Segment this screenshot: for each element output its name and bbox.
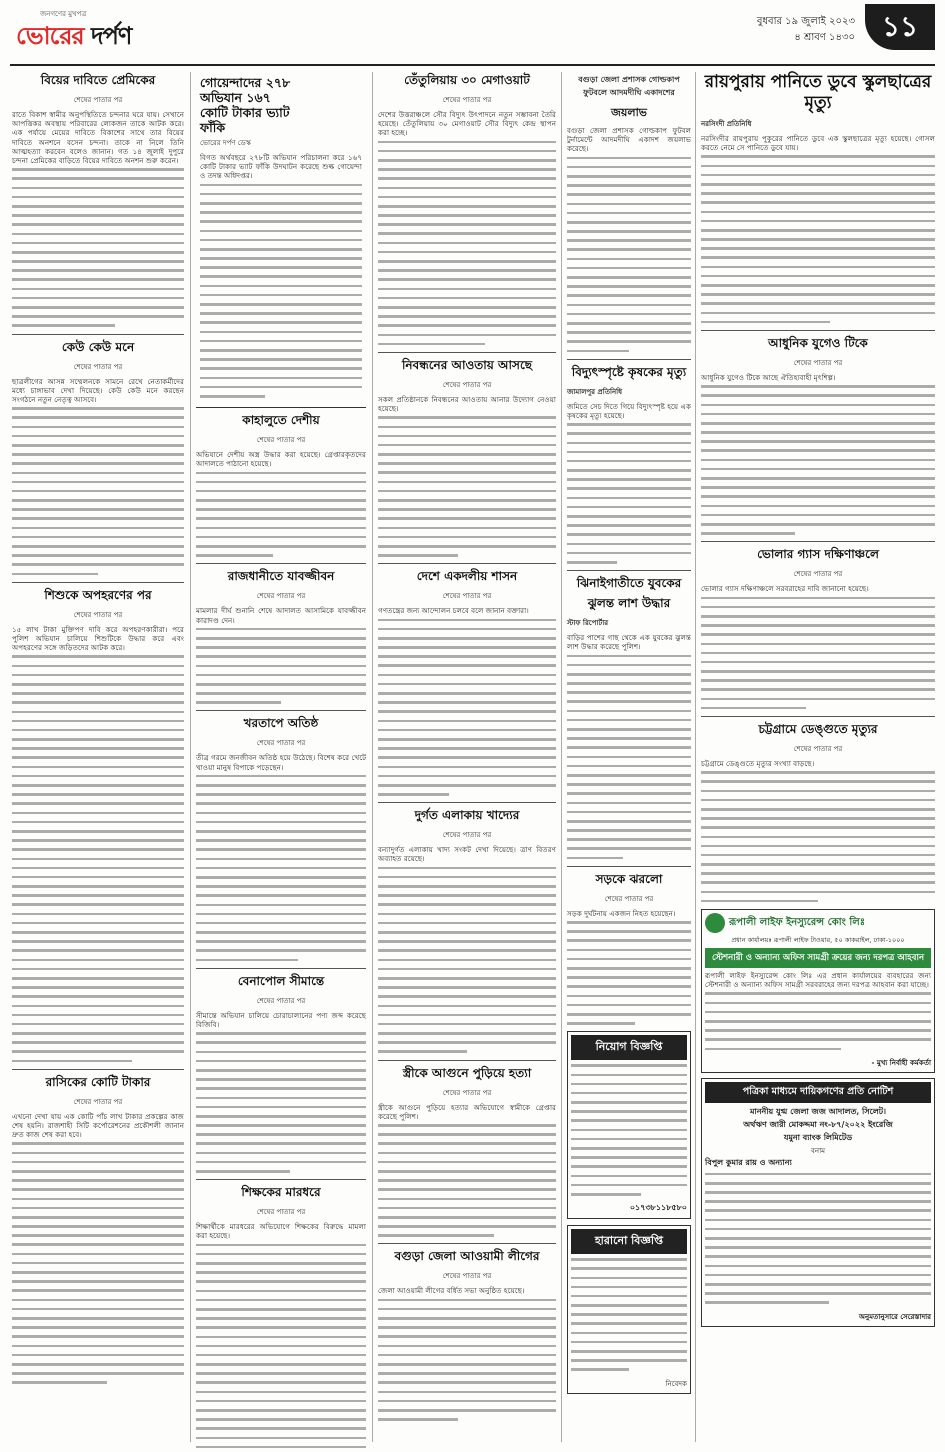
lost-notice-ad[interactable] <box>567 1225 691 1393</box>
article-body: সড়ক দুর্ঘটনায় একজন নিহত হয়েছেন। <box>567 908 676 918</box>
article-body: বাড়ির পাশের গাছ থেকে এক যুবকের ঝুলন্ত লাশ উদ্ধার করেছে পুলিশ। <box>567 633 691 652</box>
article-text-lines <box>196 1244 366 1452</box>
notice-title: পত্রিকা মাধ্যমে দায়িকগণের প্রতি নোটিশ <box>705 1082 931 1103</box>
article-text-lines <box>701 385 935 535</box>
continuation-note: শেষের পাতার পর <box>256 739 306 748</box>
continuation-note: শেষের পাতার পর <box>442 380 492 389</box>
divider <box>701 541 935 542</box>
divider <box>196 563 366 564</box>
lead-headline[interactable]: রায়পুরায় পানিতে ডুবে স্কুলছাত্রের মৃত্যু <box>704 72 932 113</box>
article-body: গণতন্ত্রের জন্য আন্দোলন চলবে বলে জানান বক্তারা। <box>378 606 529 616</box>
plaintiff: যমুনা ব্যাংক লিমিটেড <box>783 1131 853 1142</box>
article-text-lines <box>378 1124 556 1237</box>
article-text-lines <box>12 407 184 575</box>
divider <box>567 570 691 571</box>
masthead <box>10 6 935 66</box>
brand-tagline: জনগণের মুখপত্র <box>40 10 87 18</box>
headline[interactable]: ভোলার গ্যাস দক্ষিণাঞ্চলে <box>757 547 879 562</box>
headline[interactable]: নিবন্ধনের আওতায় আসছে <box>401 357 533 372</box>
article-body: স্ত্রীকে আগুনে পুড়িয়ে হত্যার অভিযোগে স্বামীকে গ্রেপ্তার করেছে পুলিশ। <box>378 1102 556 1121</box>
continuation-note: শেষের পাতার পর <box>442 831 492 840</box>
column-1 <box>12 72 184 1390</box>
byline: স্টাফ রিপোর্টার <box>567 618 609 628</box>
divider <box>196 1179 366 1180</box>
tender-banner: স্টেশনারী ও অন্যান্য অফিস সামগ্রী ক্রয়ের জন্য দরপত্র আহবান <box>705 948 931 968</box>
column-rule <box>561 72 562 1442</box>
article-text-lines <box>567 921 691 1025</box>
byline: ভোরের দর্পণ ডেস্ক <box>200 139 251 147</box>
article-text-lines <box>378 416 556 556</box>
article-text-lines <box>701 771 935 902</box>
continuation-note: শেষের পাতার পর <box>442 1088 492 1097</box>
headline[interactable]: সড়কে ঝরলো <box>595 871 663 886</box>
column-rule <box>695 72 696 1442</box>
article-body: এখনো দেখা যায় এক কোটি পাঁচ লাখ টাকার প্রকল্পের কাজ শেষ হয়নি। রাজশাহী সিটি কর্পোরেশনের প্রকৌশলী জানান দ্রুত কাজ শেষ করা হবে। <box>12 1111 184 1140</box>
recruitment-ad[interactable] <box>567 1031 691 1219</box>
article-body: বিগত অর্থবছরে ২৭৮টি অভিযান পরিচালনা করে ১৬৭ কোটি টাকার ভ্যাট ফাঁকি উদঘাটন করেছে শুল্ক গোয়েন্দা ও তদন্ত অধিদপ্তর। <box>200 153 362 181</box>
column-rule <box>190 72 191 1442</box>
continuation-note: শেষের পাতার পর <box>73 1097 123 1106</box>
headline[interactable]: দেশে একদলীয় শাসন <box>416 569 518 584</box>
continuation-note: শেষের পাতার পর <box>256 592 306 601</box>
article-text-lines <box>196 472 366 557</box>
article-text-lines <box>12 655 184 1062</box>
ad-title: নিয়োগ বিজ্ঞপ্তি <box>571 1035 687 1060</box>
column-5 <box>701 72 935 1327</box>
headline[interactable]: রাসিকের কোটি টাকার <box>45 1074 151 1089</box>
article-body: সীমান্তে অভিযান চালিয়ে চোরাচালানের পণ্য জব্দ করেছে বিজিবি। <box>196 1010 366 1030</box>
article-body: ছাত্রলীগের আসন্ন সম্মেলনকে সামনে রেখে নেতাকর্মীদের মধ্যে চাঙ্গাভাব দেখা দিয়েছে। কেউ কেউ মনে করছেন সংগঠনে নতুন নেতৃত্ব আসবে। <box>12 376 184 404</box>
article-body: অভিযানে দেশীয় অস্ত্র উদ্ধার করা হয়েছে। গ্রেপ্তারকৃতদের আদালতে পাঠানো হয়েছে। <box>196 450 366 469</box>
continuation-note: শেষের পাতার পর <box>604 894 654 903</box>
article-text-lines <box>567 157 691 353</box>
byline: জামালপুর প্রতিনিধি <box>567 386 623 396</box>
continuation-note: শেষের পাতার পর <box>256 436 306 445</box>
company-name: রূপালী লাইফ ইনস্যুরেন্স কোং লিঃ <box>729 916 866 928</box>
article-text-lines <box>701 597 935 710</box>
divider <box>701 330 935 331</box>
case-number: অর্থঋণ জারী মোকদ্দমা নং-৮৭/২০২২ ইংরেজি <box>743 1118 893 1129</box>
continuation-note: শেষের পাতার পর <box>793 570 843 579</box>
continuation-note: শেষের পাতার পর <box>442 96 492 104</box>
headline[interactable]: কাহালুতে দেশীয় <box>242 413 320 428</box>
ad-header <box>705 913 931 933</box>
divider <box>196 710 366 711</box>
article-body: ভোলার গ্যাস দক্ষিণাঞ্চলে সরবরাহের দাবি জানানো হয়েছে। <box>701 584 869 594</box>
ad-text-lines <box>571 1258 687 1371</box>
brand-name-second: দর্পণ <box>83 22 132 50</box>
column-rule <box>372 72 373 1442</box>
continuation-note: শেষের পাতার পর <box>73 362 123 371</box>
article-body: তীব্র গরমে জনজীবন অতিষ্ঠ হয়ে উঠেছে। বিশেষ করে খেটে খাওয়া মানুষ বিপাকে পড়েছেন। <box>196 753 366 772</box>
article-body: শিক্ষার্থীকে মারধরের অভিযোগে শিক্ষকের বিরুদ্ধে মামলা করা হয়েছে। <box>196 1222 366 1241</box>
divider <box>378 1243 556 1244</box>
headline[interactable]: জয়লাভ <box>611 106 647 119</box>
company-logo-icon <box>705 913 725 933</box>
notice-footer: অনুমতানুসারে সেরেস্তাদার <box>858 1311 931 1321</box>
headline[interactable]: বিয়ের দাবিতে প্রেমিকের <box>40 73 156 87</box>
continuation-note: শেষের পাতার পর <box>73 610 123 619</box>
court-name: মাননীয় যুগ্ম জেলা জজ আদালত, সিলেট। <box>749 1105 887 1116</box>
continuation-note: শেষের পাতার পর <box>793 358 843 367</box>
headline[interactable]: শিক্ষকের মারধরে <box>241 1185 321 1200</box>
divider <box>378 1060 556 1061</box>
tender-ad[interactable] <box>701 909 935 1073</box>
ad-signature: - মুখ্য নির্বাহী কর্মকর্তা <box>871 1057 931 1067</box>
ad-phone: ০১৭৩৮১১৮৫৮০ <box>629 1202 687 1213</box>
notice-text-lines <box>705 1173 931 1304</box>
kicker: বগুড়া জেলা প্রশাসক গোল্ডকাপ ফুটবলে আদমদীঘি একাদশের <box>578 74 680 97</box>
divider <box>567 866 691 867</box>
brand-name-first: ভোরের <box>16 22 84 50</box>
headline[interactable]: দুর্গত এলাকায় খাদ্যের <box>414 808 520 823</box>
versus-label: বনাম <box>811 1146 825 1155</box>
brand-name <box>16 18 131 58</box>
headline[interactable]: চট্টগ্রামে ডেঙ্গুতে মৃত্যুর <box>758 722 878 736</box>
article-body: রাতে বিকাশ স্বামীর অনুপস্থিতিতে চন্দনার ঘরে যায়। সেখানে আপত্তিকর অবস্থায় পরিবারের লোকজন তাকে আটক করে। এক পর্যায়ে মেয়ের দাবিতে বিকাশের সাথে তার বিয়ের দাবিতে অনশনে বসেন চন্দনা। তাকে না নিলে তিনি আত্মহত্যা করবেন বলেও জানান। গত ১৪ জুলাই দুপুরে চন্দনা প্রেমিকের বাড়িতে বিয়ের দাবিতে অনশন শুরু করেন। <box>12 110 184 166</box>
headline[interactable]: ঝিনাইগাতীতে যুবকের ঝুলন্ত লাশ উদ্ধার <box>576 576 682 611</box>
column-2 <box>196 72 366 1452</box>
article-body: বগুড়া জেলা প্রশাসক গোল্ডকাপ ফুটবল টুর্নামেন্টে আদমদীঘি একাদশ জয়লাভ করেছে। <box>567 126 691 154</box>
continuation-note: শেষের পাতার পর <box>256 1208 306 1217</box>
article-body: জমিতে সেচ দিতে গিয়ে বিদ্যুৎস্পৃষ্ট হয়ে এক কৃষকের মৃত্যু হয়েছে। <box>567 401 691 420</box>
article-body: চট্টগ্রামে ডেঙ্গুতে মৃত্যুর সংখ্যা বাড়ছে। <box>701 759 815 768</box>
company-address: প্রধান কার্যালয়ঃ রূপালী লাইফ টাওয়ার, ৫০ কাকরাইল, ঢাকা-১০০০ <box>731 936 905 945</box>
article-body: বন্যাদুর্গত এলাকায় খাদ্য সংকট দেখা দিয়েছে। ত্রাণ বিতরণ অব্যাহত রয়েছে। <box>378 845 556 864</box>
byline: নরসিংদী প্রতিনিধি <box>701 119 752 128</box>
divider <box>701 716 935 717</box>
article-body: ১৫ লাখ টাকা মুক্তিপণ দাবি করে অপহরণকারীরা। পরে পুলিশ অভিযান চালিয়ে শিশুটিকে উদ্ধার করে এবং অপহরণের সঙ্গে জড়িতদের আটক করে। <box>12 624 184 653</box>
divider <box>378 352 556 353</box>
column-3 <box>378 72 556 1427</box>
divider <box>12 334 184 335</box>
article-text-lines <box>196 775 366 961</box>
divider <box>378 802 556 803</box>
headline[interactable]: রাজধানীতে যাবজ্জীবন <box>227 569 335 584</box>
article-body: জেলা আওয়ামী লীগের বর্ধিত সভা অনুষ্ঠিত হয়েছে। <box>378 1286 525 1296</box>
headline[interactable]: বগুড়া জেলা আওয়ামী লীগের <box>394 1249 540 1264</box>
article-text-lines <box>378 867 556 1053</box>
divider <box>378 563 556 564</box>
divider <box>12 582 184 583</box>
headline[interactable]: গোয়েন্দাদের ২৭৮ অভিযান ১৬৭ কোটি টাকার ভ্যাট ফাঁকি <box>200 75 291 135</box>
date-gregorian: বুধবার ১৯ জুলাই ২০২৩ <box>756 16 855 27</box>
article-body: সকল প্রতিষ্ঠানকে নিবন্ধনের আওতায় আনার উদ্যোগ নেওয়া হয়েছে। <box>378 394 556 414</box>
article-body: দেশের উত্তরাঞ্চলে সৌর বিদ্যুৎ উৎপাদনে নতুন সম্ভাবনা তৈরি হয়েছে। তেঁতুলিয়ায় ৩০ মেগাওয়াট সৌর বিদ্যুৎ কেন্দ্র স্থাপন করা হচ্ছে। <box>378 110 556 138</box>
article-text-lines <box>12 168 184 327</box>
article-text-lines <box>567 655 691 860</box>
headline[interactable]: শিশুকে অপহরণের পর <box>44 587 152 602</box>
article-text-lines <box>196 628 366 704</box>
article-body: নরসিংদীর রায়পুরায় পুকুরের পানিতে ডুবে এক স্কুলছাত্রের মৃত্যু হয়েছে। গোসল করতে নেমে সে পানিতে ডুবে যায়। <box>701 134 935 153</box>
continuation-note: শেষের পাতার পর <box>442 1272 492 1281</box>
date-bengali: ৪ শ্রাবণ ১৪৩০ <box>794 32 855 43</box>
headline[interactable]: তেঁতুলিয়ায় ৩০ মেগাওয়াট <box>404 73 530 87</box>
headline[interactable]: স্ত্রীকে আগুনে পুড়িয়ে হত্যা <box>402 1065 532 1080</box>
continuation-note: শেষের পাতার পর <box>442 592 492 601</box>
page-number: ১১ <box>865 4 935 50</box>
article-text-lines <box>701 155 935 323</box>
ad-footer: নিবেদক <box>665 1379 687 1388</box>
article-text-lines <box>378 141 556 346</box>
ad-text-lines <box>705 992 931 1050</box>
headline[interactable]: আধুনিক যুগেও টিকে <box>768 335 868 350</box>
continuation-note: শেষের পাতার পর <box>256 996 306 1005</box>
continuation-note: শেষের পাতার পর <box>793 745 843 753</box>
issue-date <box>757 14 855 46</box>
ad-body: রূপালী লাইফ ইনস্যুরেন্স কোং লিঃ এর প্রধান কার্যালয়ের ব্যবহারের জন্য স্টেশনারী ও অন্যান্য অফিস সামগ্রী সরবরাহের জন্য দরপত্র আহবান করা যাচ্ছে। <box>705 971 931 990</box>
headline[interactable]: খরতাপে অতিষ্ঠ <box>243 716 319 731</box>
article-text-lines <box>196 1032 366 1172</box>
article-text-lines <box>200 184 362 398</box>
ad-title: হারানো বিজ্ঞপ্তি <box>571 1229 687 1254</box>
continuation-note: শেষের পাতার পর <box>73 96 123 104</box>
headline[interactable]: বেনাপোল সীমান্তে <box>237 973 325 988</box>
article-body: মামলার দীর্ঘ শুনানি শেষে আদালত আসামিকে যাবজ্জীবন কারাদণ্ড দেন। <box>196 606 366 625</box>
column-4 <box>567 72 691 1394</box>
article-text-lines <box>567 423 691 563</box>
featured-story <box>196 72 366 408</box>
headline[interactable]: বিদ্যুৎস্পৃষ্টে কৃষকের মৃত্যু <box>571 364 687 379</box>
court-notice[interactable] <box>701 1078 935 1327</box>
ad-text-lines <box>571 1064 687 1195</box>
article-text-lines <box>12 1142 184 1383</box>
divider <box>196 968 366 969</box>
article-text-lines <box>378 1299 556 1421</box>
brand-logo[interactable] <box>16 8 166 60</box>
headline[interactable]: কেউ কেউ মনে <box>61 339 135 354</box>
defendant: বিপুল কুমার রায় ও অন্যান্য <box>705 1156 792 1167</box>
divider <box>12 1069 184 1070</box>
divider <box>567 359 691 360</box>
article-text-lines <box>378 619 556 796</box>
article-body: আধুনিক যুগেও টিকে আছে ঐতিহ্যবাহী মৃৎশিল্প। <box>701 372 836 382</box>
